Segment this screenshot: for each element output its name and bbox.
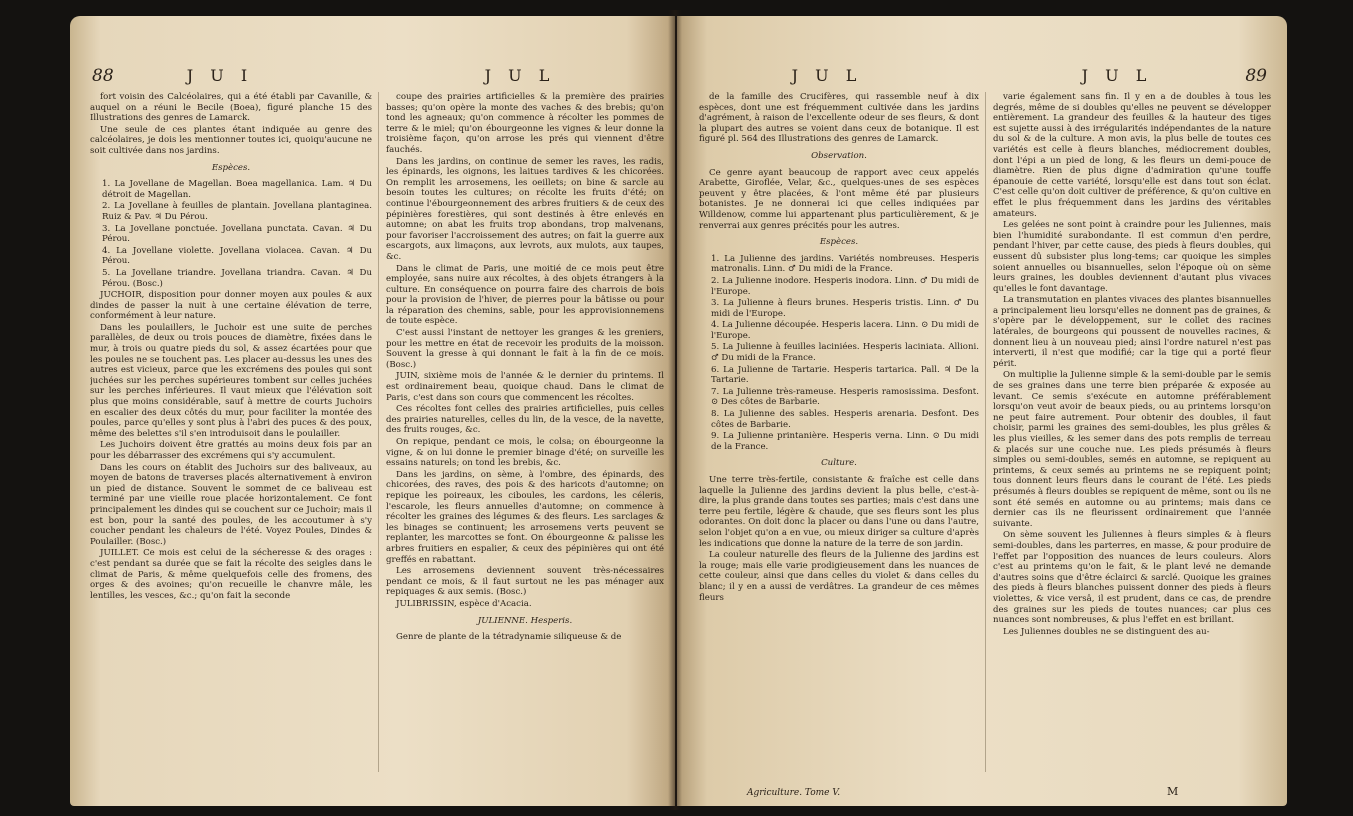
species-entry: 5. La Julienne à feuilles laciniées. Hesperis laciniata. Allioni. ♂ Du midi de la France. <box>711 342 979 364</box>
paragraph: Dans le climat de Paris, une moitié de ce mois peut être employée, sans nuire aux récoltes, à des objets étrangers à la culture. En conséquence on pourra faire des charrois de bois pour la provision de l'hiver, de pierres pour la bâtisse ou pour la réparation des chemins, sable, pour les approvisionnemens de toute espèce. <box>386 263 664 327</box>
species-entry: 4. La Julienne découpée. Hesperis lacera. Linn. ⊙ Du midi de l'Europe. <box>711 320 979 341</box>
section-heading: Espèces. <box>819 237 859 248</box>
paragraph: Les arrosemens deviennent souvent très-nécessaires pendant ce mois, & il faut surtout ne les pas ménager aux repiquages & aux semis. (Bosc.) <box>386 566 664 598</box>
paragraph: JUILLET. Ce mois est celui de la sécheresse & des orages : c'est pendant sa durée que se fait la récolte des seigles dans le climat de Paris, & même quelquefois celle des fromens, des orges & des avoines; qu'on recueille le chanvre mâle, les lentilles, les vesces, &c.; qu'on fait la seconde <box>90 548 372 601</box>
footer-volume: Agriculture. Tome V. <box>747 788 841 798</box>
paragraph: JULIBRISSIN, espèce d'Acacia. <box>396 598 532 609</box>
species-entry: 3. La Julienne à fleurs brunes. Hesperis tristis. Linn. ♂ Du midi de l'Europe. <box>711 298 979 319</box>
right-page-column-2 <box>993 92 1271 782</box>
species-entry: 7. La Julienne très-rameuse. Hesperis ramosissima. Desfont. ⊙ Des côtes de Barbarie. <box>711 386 979 408</box>
paragraph: de la famille des Crucifères, qui rassemble neuf à dix espèces, dont une est fréquemment cultivée dans les jardins d'agrément, à raison de l'excellente odeur de ses fleurs, & dont la plupart des autres se voient dans ceux de botanique. Il est figuré pl. 564 des Illustrations des genres de Lamarck. <box>699 92 979 145</box>
species-entry: 1. La Julienne des jardins. Variétés nombreuses. Hesperis matronalis. Linn. ♂ Du midi de la France. <box>711 253 979 275</box>
book-gutter <box>668 10 682 810</box>
species-entry: 8. La Julienne des sables. Hesperis arenaria. Desfont. Des côtes de Barbarie. <box>711 409 979 430</box>
paragraph: Ces récoltes font celles des prairies artificielles, puis celles des prairies naturelles, celles du lin, de la vesce, de la navette, des fruits rouges, &c. <box>386 404 664 436</box>
paragraph: On sème souvent les Juliennes à fleurs simples & à fleurs semi-doubles, dans les parterres, en masse, & pour produire de l'effet par l'opposition des nuances de leurs couleurs. Alors c'est au printems qu'on le fait, & le plant levé ne demande d'autres soins que d'être éclairci & sarclé. Quoique les graines des pieds à fleurs blanches puissent donner des pieds à fleurs violettes, & vice versâ, il est prudent, dans ce cas, de prendre des graines sur les pieds de toutes nuances; car plus ces nuances sont nombreuses, & plus l'effet en est brillant. <box>993 530 1271 626</box>
running-title-right-col2: J U L <box>1081 66 1153 85</box>
paragraph: Les Juchoirs doivent être grattés au moins deux fois par an pour les débarrasser des excrémens qui s'y accumulent. <box>90 440 372 461</box>
open-book <box>70 10 1290 810</box>
paragraph: Les gelées ne sont point à craindre pour les Juliennes, mais bien l'humidité surabondante. Il est commun d'en perdre, pendant l'hiver, par cette cause, des pieds à fleurs doubles, qui eussent dû subsister plus long-tems; car quoique les simples soient annuelles ou bisannuelles, selon l'époque où on sème leurs graines, les doubles deviennent d'autant plus vivaces qu'elles le font davantage. <box>993 220 1271 294</box>
species-entry: 3. La Jovellane ponctuée. Jovellana punctata. Cavan. ♃ Du Pérou. <box>102 223 372 245</box>
paragraph: JUCHOIR, disposition pour donner moyen aux poules & aux dindes de passer la nuit à une certaine élévation de terre, conformément à leur nature. <box>90 290 372 322</box>
species-entry: 2. La Julienne inodore. Hesperis inodora. Linn. ♂ Du midi de l'Europe. <box>711 275 979 297</box>
right-page-column-1 <box>699 92 979 772</box>
page-number-right: 89 <box>1245 66 1267 86</box>
species-entry: 6. La Julienne de Tartarie. Hesperis tartarica. Pall. ♃ De la Tartarie. <box>711 364 979 386</box>
paragraph: varie également sans fin. Il y en a de doubles à tous les degrés, même de si doubles qu'elles ne peuvent se développer entièrement. La grandeur des feuilles & la hauteur des tiges est sujette aussi à des irrégularités indépendantes de la nature du sol & de la culture. A mon avis, la plus belle de toutes ces variétés est celle à fleurs blanches, médiocrement doubles, dont l'épi a un pied de long, & les fleurs un demi-pouce de diamètre. Rien de plus digne d'admiration qu'une touffe épanouie de cette variété, lorsqu'elle est dans tout son éclat. C'est celle qu'on doit cultiver de préférence, & qu'on cultive en effet le plus fréquemment dans les jardins des véritables amateurs. <box>993 92 1271 219</box>
running-title-left-col2: J U L <box>484 66 556 85</box>
paragraph: Une terre très-fertile, consistante & fraîche est celle dans laquelle la Julienne des jardins devient la plus belle, c'est-à-dire, la plus grande dans toutes ses parties; mais c'est dans une terre peu fertile, légère & chaude, que ses fleurs sont les plus odorantes. On doit donc la placer ou dans l'une ou dans l'autre, selon l'objet qu'on a en vue, ou mieux diriger sa culture d'après les indications que donne la nature de la terre de son jardin. <box>699 475 979 549</box>
right-page-header <box>677 66 1287 88</box>
entry-heading: JULIENNE. Hesperis. <box>477 615 573 626</box>
species-entry: 1. La Jovellane de Magellan. Boea magellanica. Lam. ♃ Du détroit de Magellan. <box>102 179 372 200</box>
paragraph: La transmutation en plantes vivaces des plantes bisannuelles a principalement lieu lorsqu'elles ne donnent pas de graines, & s'opère par le développement, sur le collet des racines latérales, de bourgeons qui poussent de nouvelles racines, & donnent lieu à un nouveau pied; ainsi l'ordre naturel n'est pas interverti, il n'est que modifié; car la tige qui a porté fleur périt. <box>993 295 1271 369</box>
running-title-right-col1: J U L <box>791 66 863 85</box>
left-page-header <box>70 66 675 88</box>
paragraph: Ce genre ayant beaucoup de rapport avec ceux appelés Arabette, Giroflée, Velar, &c., quelques-unes de ses espèces peuvent y être placées, & l'ont même été par plusieurs botanistes. Je ne donnerai ici que celles indiquées par Willdenow, comme lui appartenant plus particulièrement, & je renverrai aux genres précités pour les autres. <box>699 167 979 231</box>
paragraph: Les Juliennes doubles ne se distinguent des au- <box>1003 626 1210 637</box>
paragraph: Dans les jardins, on sème, à l'ombre, des épinards, des chicorées, des raves, des pois & des haricots d'automne; on repique les poireaux, les ciboules, les cardons, les céleris, l'escarole, les fleurs annuelles d'automne; on commence à récolter les graines des légumes & des fleurs. Les sarclages & les binages se continuent; les arrosemens verts peuvent se replanter, les marcottes se font. On ébourgeonne & palisse les arbres fruitiers en espalier, & ceux des pépinières qui ont été greffés en rabattant. <box>386 469 664 565</box>
paragraph: Dans les jardins, on continue de semer les raves, les radis, les épinards, les oignons, les laitues tardives & les chicorées. On remplit les arrosemens, les oeillets; on bine & sarcle au besoin toutes les cultures; on récolte les fruits d'été; on continue l'ébourgeonnement des arbres fruitiers & de ceux des pépinières forestières, qui sont destinés à être enlevés en automne; on abat les fruits trop abondans, trop malvenans, pour favoriser l'accroissement des autres; on fait la guerre aux escargots, aux limaçons, aux levrots, aux mulots, aux taupes, &c. <box>386 156 664 262</box>
running-title-left-col1: J U I <box>186 66 254 85</box>
left-page <box>70 16 675 806</box>
section-heading: Culture. <box>821 458 857 469</box>
species-entry: 2. La Jovellane à feuilles de plantain. Jovellana plantaginea. Ruiz & Pav. ♃ Du Pérou. <box>102 201 372 222</box>
species-entry: 9. La Julienne printanière. Hesperis verna. Linn. ⊙ Du midi de la France. <box>711 431 979 452</box>
paragraph: On multiplie la Julienne simple & la semi-double par le semis de ses graines dans une terre bien préparée & exposée au levant. Ce semis s'exécute en automne préférablement lorsqu'on veut avoir de beaux pieds, ou au printems lorsqu'on ne peut faire autrement. Pour obtenir des doubles, il faut choisir, parmi les graines des semi-doubles, les plus grêles & les plus vieilles, & les semer dans des pots remplis de terreau & placés sur une couche nue. Les pieds présumés à fleurs simples ou semi-doubles, semés en automne, se repiquent au printems, & ceux semés au printems ne se repiquent point; tous donnent leurs fleurs dans le courant de l'été. Les pieds présumés à fleurs doubles se repiquent de même, sont ou ils ne sont été semés en automne ou au printems; mais dans ce dernier cas ils ne fleurissent ordinairement que l'année suivante. <box>993 370 1271 529</box>
signature-mark: M <box>1167 785 1179 798</box>
species-entry: 4. La Jovellane violette. Jovellana violacea. Cavan. ♃ Du Pérou. <box>102 245 372 267</box>
column-divider <box>378 92 379 772</box>
column-divider <box>985 92 986 772</box>
section-heading: Espèces. <box>211 162 251 173</box>
paragraph: La couleur naturelle des fleurs de la Julienne des jardins est la rouge; mais elle varie prodigieusement dans les nuances de cette couleur, ainsi que dans celles du violet & dans celles du blanc; il y en a aussi de verdâtres. La grandeur de ces mêmes fleurs <box>699 550 979 603</box>
paragraph: C'est aussi l'instant de nettoyer les granges & les greniers, pour les mettre en état de recevoir les produits de la moisson. Souvent la gresse à qui donnant le fait à la fin de ce mois. (Bosc.) <box>386 328 664 370</box>
paragraph: coupe des prairies artificielles & la première des prairies basses; qu'on opère la monte des vaches & des brebis; qu'on tond les agneaux; qu'on commence à récolter les pommes de terre & le miel; qu'on ébourgeonne les vignes & leur donne la troisième façon, qu'on arrose les prés qui viennent d'être fauchés. <box>386 92 664 155</box>
paragraph: JUIN, sixième mois de l'année & le dernier du printems. Il est ordinairement beau, quoique chaud. Dans le climat de Paris, c'est dans son cours que commencent les récoltes. <box>386 371 664 403</box>
paragraph: Dans les poulaillers, le Juchoir est une suite de perches parallèles, de deux ou trois pouces de diamètre, fixées dans le mur, à trois ou quatre pieds du sol, & assez écartées pour que les poules ne se touchent pas. Les placer au-dessus les unes des autres est vicieux, parce que les excrémens des poules qui sont juchées sur les perches supérieures tombent sur celles juchées sur les perches inférieures. Il vaut mieux que l'élévation soit plus que moins considérable, sauf à mettre de courts Juchoirs en escalier des deux côtés du mur, pour faciliter la montée des poules, parce qu'elles y sont plus à l'abri des puces & des poux, même des belettes s'il s'en introduisoit dans le poulailler. <box>90 322 372 439</box>
page-number-left: 88 <box>92 66 114 86</box>
left-page-column-1 <box>90 92 372 782</box>
paragraph: On repique, pendant ce mois, le colsa; on ébourgeonne la vigne, & on lui donne le premier binage d'été; on surveille les essains naturels; on tond les brebis, &c. <box>386 437 664 469</box>
paragraph: Dans les cours on établit des Juchoirs sur des baliveaux, au moyen de batons de traverses placés alternativement à environ un pied de distance. Souvent le sommet de ce baliveau est terminé par une vieille roue placée horizontalement. Ce font principalement les dindes qui se couchent sur ce Juchoir; mais il est bon, pour la santé des poules, de les accoutumer à s'y coucher pendant les chaleurs de l'été. Voyez Poules, Dindes & Poulailler. (Bosc.) <box>90 462 372 547</box>
paragraph: Genre de plante de la tétradynamie siliqueuse & de <box>396 632 622 643</box>
section-heading: Observation. <box>811 150 867 161</box>
left-page-column-2 <box>386 92 664 782</box>
right-page <box>677 16 1287 806</box>
paragraph: Une seule de ces plantes étant indiquée au genre des calcéolaires, je dois les mentionner toutes ici, quoiqu'aucune ne soit cultivée dans nos jardins. <box>90 124 372 156</box>
species-entry: 5. La Jovellane triandre. Jovellana triandra. Cavan. ♃ Du Pérou. (Bosc.) <box>102 267 372 289</box>
paragraph: fort voisin des Calcéolaires, qui a été établi par Cavanille, & auquel on a réuni le Becile (Boea), figuré planche 15 des Illustrations des genres de Lamarck. <box>90 92 372 124</box>
